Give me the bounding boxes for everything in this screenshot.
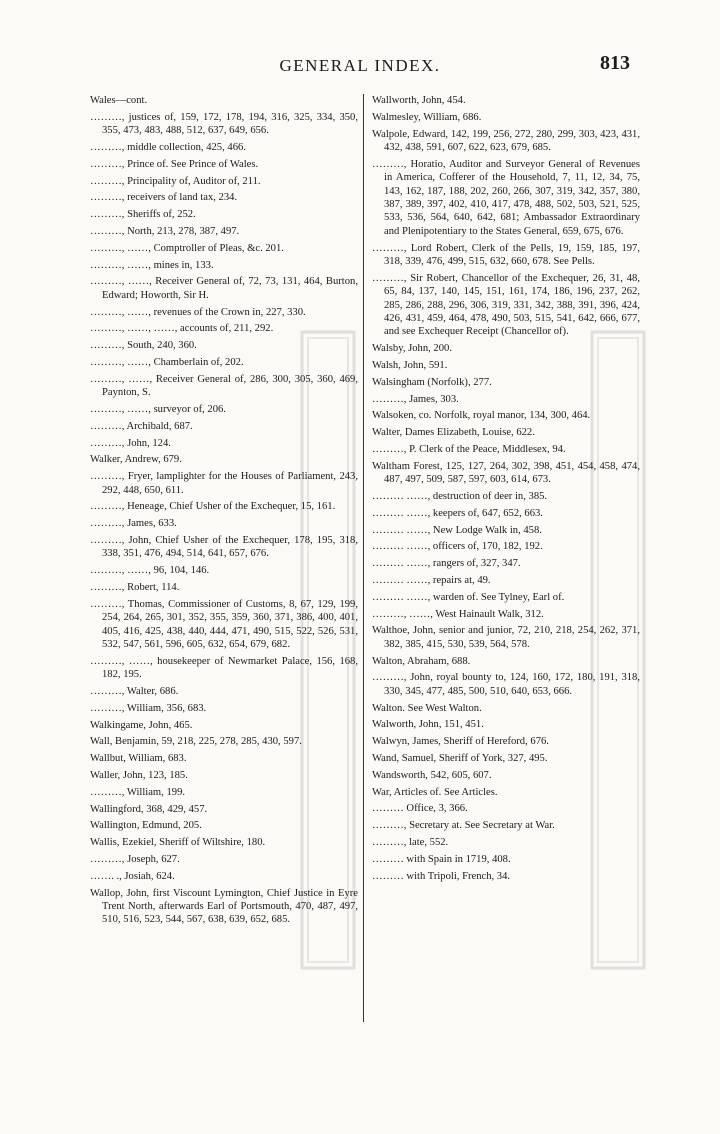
index-entry: ……… ……, rangers of, 327, 347.: [372, 558, 521, 570]
index-entry: ………, North, 213, 278, 387, 497.: [90, 225, 240, 237]
index-entry: Walsingham (Norfolk), 277.: [372, 376, 492, 388]
index-entry: War, Articles of. See Articles.: [372, 786, 498, 798]
index-entry: Wallbut, William, 683.: [90, 753, 187, 765]
index-entry: Walwyn, James, Sheriff of Hereford, 676.: [372, 736, 549, 748]
index-entry: Walkingame, John, 465.: [90, 719, 193, 731]
index-entry: ………, ……, revenues of the Crown in, 227, 330.: [90, 306, 306, 318]
index-entry: Waltham Forest, 125, 127, 264, 302, 398, 451, 454, 458, 474, 487, 497, 509, 587, 597, 603, 614, 673.: [372, 460, 640, 486]
index-entry: ………, Robert, 114.: [90, 581, 180, 593]
index-entry: ………, Fryer, lamplighter for the Houses of Parliament, 243, 292, 448, 650, 611.: [90, 471, 358, 496]
index-entry: Wand, Samuel, Sheriff of York, 327, 495.: [372, 753, 548, 764]
page-header: [90, 52, 630, 86]
index-column-left: [90, 94, 358, 930]
index-entry: ………, Sheriffs of, 252.: [90, 209, 196, 221]
index-entry: Wallop, John, first Viscount Lymington, Chief Justice in Eyre Trent North, afterwards Earl of Portsmouth, 470, 487, 497, 510, 516, 523, 544, 567, 638, 639, 652, 685.: [90, 887, 358, 926]
index-entry: ………, Principality of, Auditor of, 211.: [90, 175, 261, 187]
column-divider: [363, 94, 364, 1022]
index-entry: ………, ……, mines in, 133.: [90, 259, 214, 271]
index-entry: ………, ……, 96, 104, 146.: [90, 565, 210, 577]
index-entry: ……… ……, officers of, 170, 182, 192.: [372, 541, 543, 553]
index-entry: ……… with Tripoli, French, 34.: [372, 870, 511, 882]
index-entry: ………, Sir Robert, Chancellor of the Exchequer, 26, 31, 48, 65, 84, 137, 140, 145, 151, 161, 174, 186, 196, 237, 262, 285, 286, 288, 296, 306, 319, 331, 342, 388, 391, 396, 424, 426, 431, 459, 464, 478, 490, 503, 515, 541, 642, 666, 677, and see Exchequer Receipt (Chancellor of).: [372, 272, 640, 338]
index-entry: ……. ., Josiah, 624.: [90, 870, 175, 882]
index-entry: Walsby, John, 200.: [372, 343, 452, 355]
index-entry: ……… ……, warden of. See Tylney, Earl of.: [372, 591, 565, 603]
index-entry: Walton. See West Walton.: [372, 702, 482, 714]
index-entry: ……… ……, repairs at, 49.: [372, 575, 491, 587]
index-entry: ………, middle collection, 425, 466.: [90, 142, 246, 153]
index-entry: ……… with Spain in 1719, 408.: [372, 853, 511, 865]
index-entry: ………, John, 124.: [90, 437, 171, 449]
index-entry: Wallworth, John, 454.: [372, 95, 466, 106]
index-entry: ………, ……, housekeeper of Newmarket Palace, 156, 168, 182, 195.: [90, 655, 358, 681]
index-entry: ……… ……, New Lodge Walk in, 458.: [372, 524, 542, 536]
index-entry: ………, John, Chief Usher of the Exchequer, 178, 195, 318, 338, 351, 476, 494, 514, 641, 657, 676.: [90, 534, 358, 560]
index-entry: ………, justices of, 159, 172, 178, 194, 316, 325, 334, 350, 355, 473, 483, 488, 512, 637, 649, 656.: [90, 111, 358, 137]
index-entry: ………, Lord Robert, Clerk of the Pells, 19, 159, 185, 197, 318, 339, 476, 499, 515, 632, 660, 678. See Pells.: [372, 242, 640, 268]
index-column-right: [372, 94, 640, 886]
index-entry: ………, Archibald, 687.: [90, 420, 193, 432]
page-number: 813: [600, 52, 630, 74]
index-entry: ………, ……, surveyor of, 206.: [90, 403, 226, 415]
index-entry: ………, Thomas, Commissioner of Customs, 8, 67, 129, 199, 254, 264, 265, 301, 352, 355, 359, 360, 371, 386, 400, 401, 405, 416, 425, 438, 440, 444, 471, 490, 515, 522, 526, 531, 532, 547, 561, 596, 605, 632, 654, 679, 682.: [90, 598, 358, 650]
index-entry: Walsh, John, 591.: [372, 360, 448, 372]
index-entry: ………, ……, Comptroller of Pleas, &c. 201.: [90, 242, 284, 254]
index-entry: ………, William, 199.: [90, 786, 186, 798]
index-entry: ………, South, 240, 360.: [90, 340, 197, 352]
index-entry: ………, P. Clerk of the Peace, Middlesex, 94.: [372, 444, 566, 456]
index-entry: Walworth, John, 151, 451.: [372, 719, 484, 731]
index-entry: Waller, John, 123, 185.: [90, 769, 188, 781]
index-entry: Walker, Andrew, 679.: [90, 454, 182, 466]
index-entry: Walsoken, co. Norfolk, royal manor, 134, 300, 464.: [372, 410, 591, 422]
index-entry: Wallingford, 368, 429, 457.: [90, 803, 208, 815]
index-entry: ……… ……, destruction of deer in, 385.: [372, 491, 548, 503]
index-entry: ………, Walter, 686.: [90, 685, 179, 697]
index-entry: ………, Heneage, Chief Usher of the Exchequer, 15, 161.: [90, 501, 336, 513]
index-entry: Wallington, Edmund, 205.: [90, 820, 202, 832]
index-entry: Walmesley, William, 686.: [372, 111, 482, 123]
index-entry: ………, James, 633.: [90, 518, 177, 530]
index-entry: ………, ……, Receiver General of, 286, 300, 305, 360, 469, Paynton, S.: [90, 373, 358, 399]
index-entry: Wallis, Ezekiel, Sheriff of Wiltshire, 180.: [90, 837, 266, 849]
index-entry: ………, John, royal bounty to, 124, 160, 172, 180, 191, 318, 330, 345, 477, 485, 500, 510, 640, 653, 666.: [372, 672, 640, 697]
index-entry: ………, James, 303.: [372, 393, 459, 405]
index-entry: Walpole, Edward, 142, 199, 256, 272, 280, 299, 303, 423, 431, 432, 438, 591, 607, 622, 623, 679, 685.: [372, 128, 640, 153]
index-entry: ………, ……, ……, accounts of, 211, 292.: [90, 323, 274, 335]
index-entry: Wall, Benjamin, 59, 218, 225, 278, 285, 430, 597.: [90, 736, 302, 748]
index-entry: ………, ……, West Hainault Walk, 312.: [372, 608, 544, 620]
index-entry: ………, ……, Receiver General of, 72, 73, 131, 464, Burton, Edward; Howorth, Sir H.: [90, 276, 358, 301]
index-entry: ………, ……, Chamberlain of, 202.: [90, 356, 244, 368]
index-entry: ………, receivers of land tax, 234.: [90, 192, 238, 204]
index-entry: Walter, Dames Elizabeth, Louise, 622.: [372, 427, 535, 439]
index-entry: ………, Joseph, 627.: [90, 853, 180, 865]
index-entry: ………, William, 356, 683.: [90, 702, 207, 714]
index-entry: Walton, Abraham, 688.: [372, 655, 471, 667]
index-entry: ………, Secretary at. See Secretary at War.: [372, 820, 555, 832]
index-entry: ………, Prince of. See Prince of Wales.: [90, 158, 259, 170]
index-entry: ……… ……, keepers of, 647, 652, 663.: [372, 507, 543, 519]
index-entry: ……… Office, 3, 366.: [372, 803, 468, 815]
index-entry: Wandsworth, 542, 605, 607.: [372, 769, 492, 781]
index-entry: Walthoe, John, senior and junior, 72, 210, 218, 254, 262, 371, 382, 385, 415, 530, 539, 564, 578.: [372, 625, 640, 650]
index-entry: ………, late, 552.: [372, 836, 449, 848]
index-entry: Wales—cont.: [90, 95, 148, 106]
index-entry: ………, Horatio, Auditor and Surveyor General of Revenues in America, Cofferer of the Household, 7, 11, 12, 34, 75, 143, 162, 187, 188, 202, 260, 266, 307, 319, 342, 357, 380, 387, 389, 397, 402, 410, 417, 478, 488, 502, 503, 521, 525, 533, 536, 564, 640, 642, 681; Ambassador Extraordinary and Plenipotentiary to the States General, 659, 675, 676.: [372, 158, 640, 237]
running-title: GENERAL INDEX.: [279, 56, 441, 75]
